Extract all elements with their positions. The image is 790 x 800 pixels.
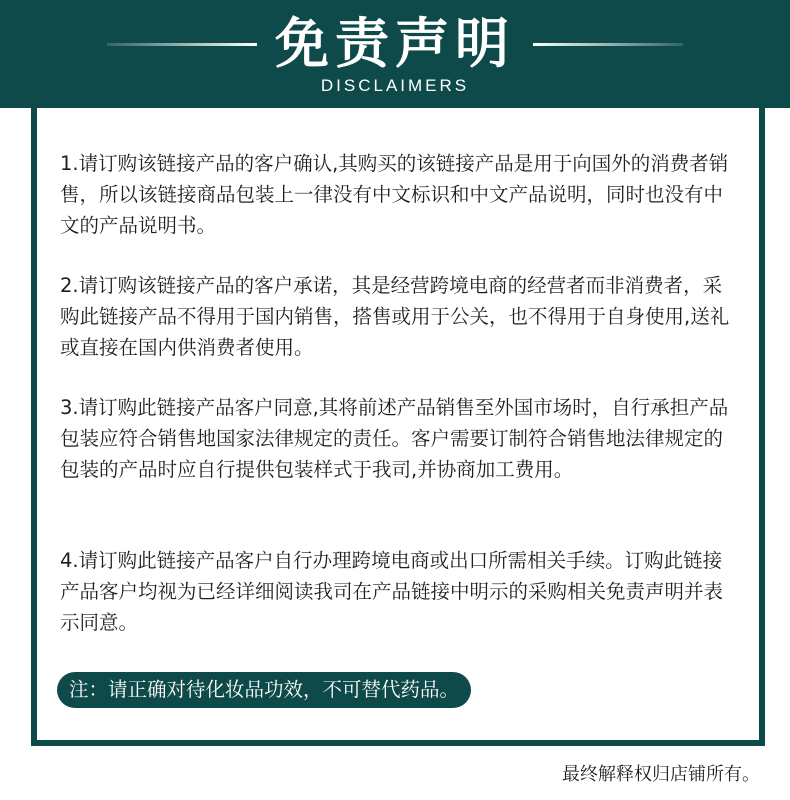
header-banner: [0, 0, 790, 108]
page-title: 免责声明: [275, 12, 515, 75]
title-row: [0, 8, 790, 80]
title-decoration-line-left: [107, 43, 257, 46]
disclaimer-paragraph-2: 2.请订购该链接产品的客户承诺，其是经营跨境电商的经营者而非消费者，采购此链接产品不得用于国内销售，搭售或用于公关，也不得用于自身使用,送礼或直接在国内供消费者使用。: [60, 274, 730, 359]
disclaimer-paragraph-3: 3.请订购此链接产品客户同意,其将前述产品销售至外国市场时，自行承担产品包装应符合销售地国家法律规定的责任。客户需要订制符合销售地法律规定的包装的产品时应自行提供包装样式于我司,并协商加工费用。: [60, 396, 729, 481]
note-badge: 注：请正确对待化妆品功效，不可替代药品。: [57, 672, 471, 708]
title-decoration-line-right: [533, 43, 683, 46]
disclaimer-paragraph-4: 4.请订购此链接产品客户自行办理跨境电商或出口所需相关手续。订购此链接产品客户均视为已经详细阅读我司在产品链接中明示的采购相关免责声明并表示同意。: [60, 549, 724, 634]
footer-text: 最终解释权归店铺所有。: [562, 764, 760, 785]
disclaimer-paragraph-1: 1.请订购该链接产品的客户确认,其购买的该链接产品是用于向国外的消费者销售，所以该链接商品包装上一律没有中文标识和中文产品说明，同时也没有中文的产品说明书。: [60, 152, 729, 237]
page-subtitle: DISCLAIMERS: [320, 76, 470, 95]
